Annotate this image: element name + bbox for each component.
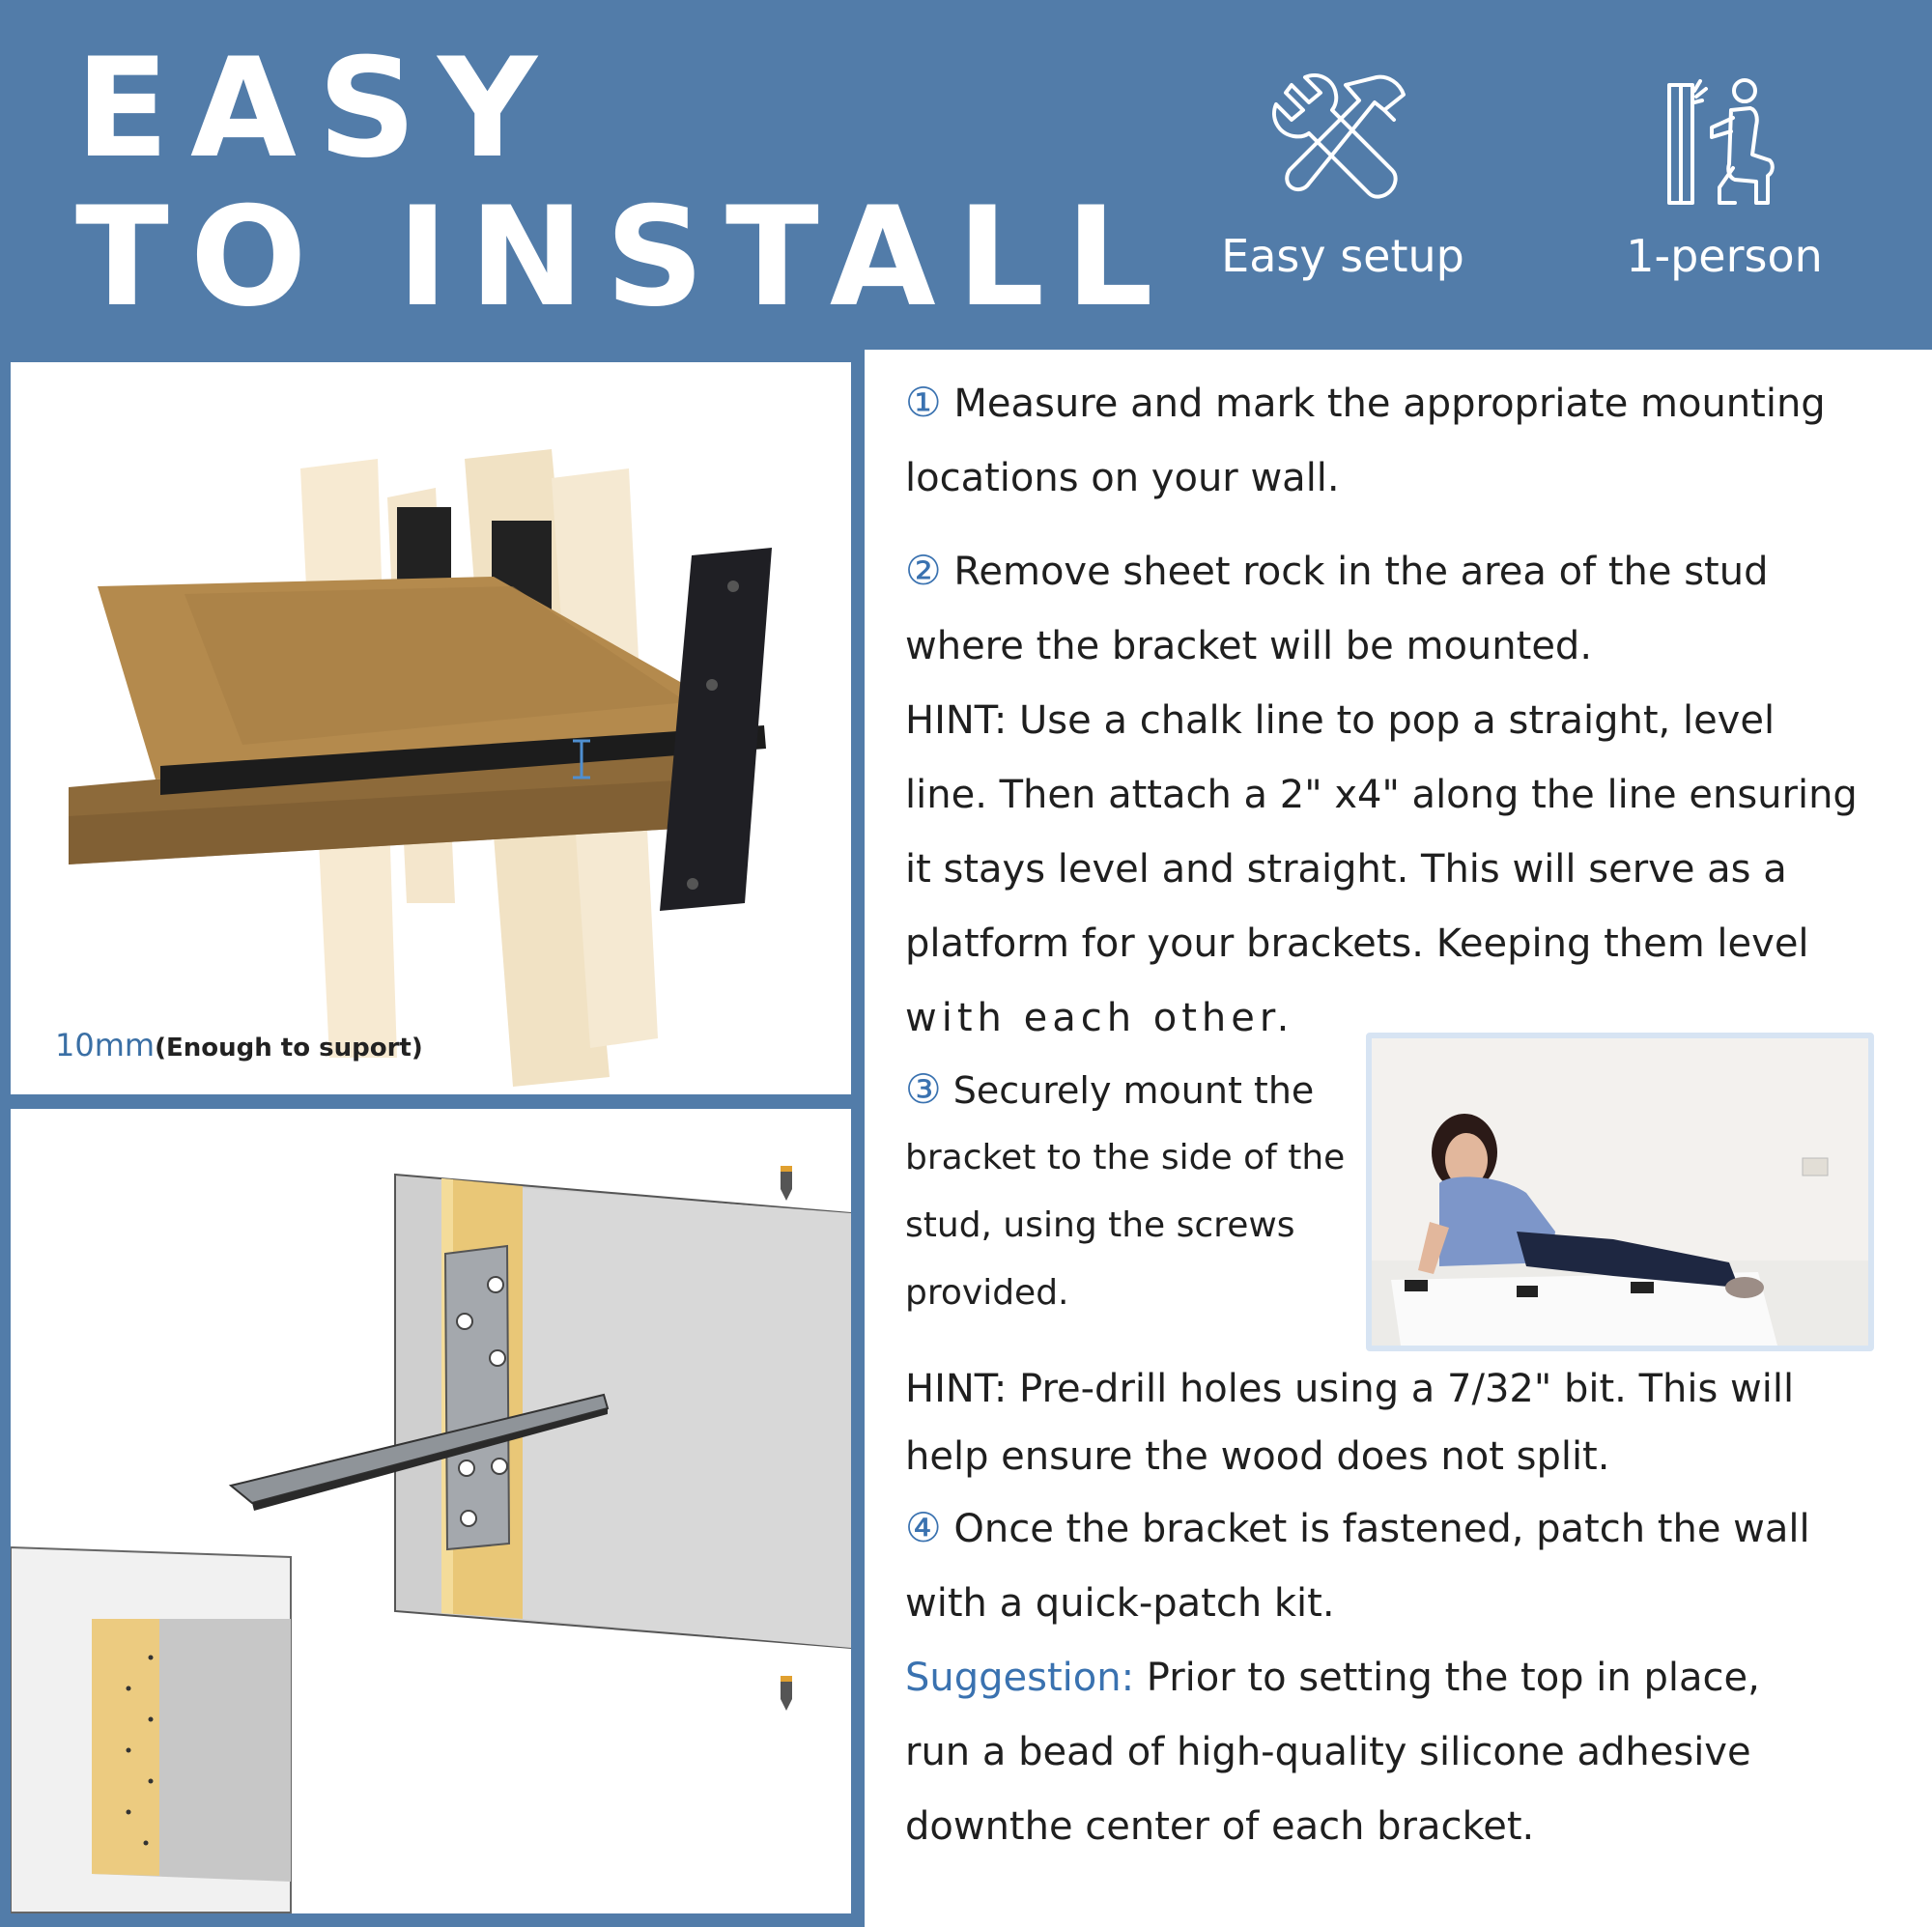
feature-label-1-person: 1-person (1626, 230, 1823, 282)
suggestion-text: Prior to setting the top in place, (1134, 1656, 1760, 1700)
bracket-thickness-caption (55, 1027, 423, 1063)
step-3-number: ③ (905, 1065, 942, 1113)
suggestion-line2: run a bead of high-quality silicone adhesive (905, 1730, 1751, 1774)
suggestion-line1 (905, 1641, 1900, 1715)
step-4-text: Once the bracket is fastened, patch the wall (953, 1507, 1810, 1551)
step-3-line4: provided. (905, 1273, 1069, 1313)
shelf-photo-panel (11, 362, 851, 1094)
step-1-line1 (905, 365, 1900, 441)
step-2-line1 (905, 533, 1900, 609)
hint-1-line5: with each other. (905, 996, 1294, 1040)
suggestion-label: Suggestion: (905, 1656, 1135, 1700)
person-installing-icon (1652, 68, 1797, 213)
step-4-line2: with a quick-patch kit. (905, 1581, 1335, 1626)
header-banner (0, 0, 1932, 350)
step-1-number: ① (905, 379, 942, 426)
stud-diagram-panel (11, 1109, 851, 1913)
instructions (905, 365, 1900, 1864)
feature-1-person (1584, 68, 1864, 282)
step-1-line2: locations on your wall. (905, 456, 1340, 500)
step-3-line2: bracket to the side of the (905, 1138, 1346, 1177)
step-3-block (905, 1056, 1900, 1355)
screw-icon (781, 1166, 792, 1201)
wrench-hammer-icon (1270, 68, 1415, 213)
illustration-column (0, 350, 865, 1927)
hint-2-line1: HINT: Pre-drill holes using a 7/32" bit. This will (905, 1367, 1795, 1411)
step-4-line1 (905, 1490, 1900, 1567)
caption-mm: 10mm (55, 1027, 156, 1063)
step-3-line1 (905, 1056, 1369, 1124)
step-1-text: Measure and mark the appropriate mounting (953, 382, 1826, 426)
caption-note: (Enough to suport) (155, 1034, 423, 1063)
step-3-text: Securely mount the (952, 1069, 1315, 1112)
hint-1-line4: platform for your brackets. Keeping them level (905, 921, 1809, 966)
stud-mounting-diagram (11, 1109, 851, 1913)
hint-1-line3: it stays level and straight. This will serve as a (905, 847, 1787, 892)
suggestion-line3: downthe center of each bracket. (905, 1804, 1535, 1849)
hint-1-line1: HINT: Use a chalk line to pop a straight, level (905, 698, 1776, 743)
person-on-shelf-photo (1366, 1033, 1874, 1351)
hint-2-line2: help ensure the wood does not split. (905, 1434, 1610, 1479)
step-3-line3: stud, using the screws (905, 1205, 1295, 1245)
step-3-text-block (905, 1056, 1369, 1327)
step-4-number: ④ (905, 1504, 942, 1551)
page-title-line1: EASY (75, 29, 558, 188)
step-2-number: ② (905, 547, 942, 594)
step-2-line2: where the bracket will be mounted. (905, 624, 1593, 668)
step-2-text: Remove sheet rock in the area of the stud (953, 550, 1769, 594)
shelf-bracket-illustration (11, 362, 851, 1094)
hint-1-line2: line. Then attach a 2" x4" along the line ensuring (905, 773, 1858, 817)
feature-label-easy-setup: Easy setup (1221, 230, 1464, 282)
page-title-line2: TO INSTALL (75, 178, 1175, 337)
feature-easy-setup (1198, 68, 1488, 282)
